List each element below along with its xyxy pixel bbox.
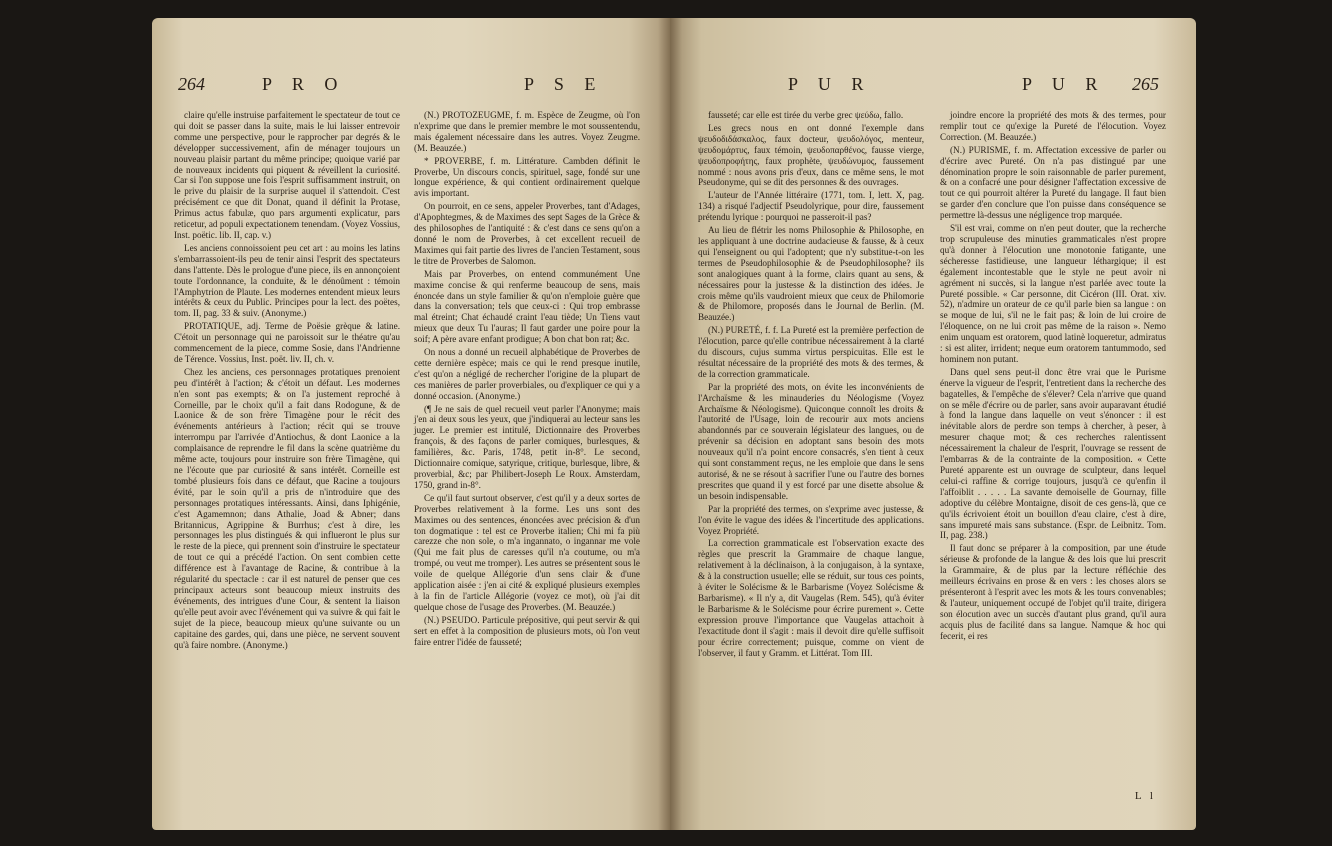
paragraph: Au lieu de flétrir les noms Philosophie & Philosophe, en les appliquant à une doctrine audacieuse & fausse, & à ceux qui l'enseignent ou qui l'adoptent; que n'y substitue-t-on les termes de Pseudophilosophie & de Pseudophilosophe? ils sont analogiques quant à la forme, clairs quant au sens, & nécessaires pour la justesse & la distinction des idées. Je crois même qu'ils vaudroient mieux que ceux de Philomorie & de Philomore, proposés dans le Journal de Berlin. (M. Beauzée.) <box>698 225 924 323</box>
paragraph: (N.) PURETÉ, f. f. La Pureté est la première perfection de l'élocution, parce qu'elle contribue nécessairement à la clarté du discours, cujus summa virtus perspicuitas. Elle est le résultat nécessaire de la propriété des mots & des termes, & de la correction grammaticale. <box>698 325 924 379</box>
paragraph: Dans quel sens peut-il donc être vrai que le Purisme énerve la vigueur de l'esprit, l'entretient dans la recherche des bagatelles, & l'empêche de s'élever? Cela n'arrive que quand on se mêle d'écrire ou de parler, sans avoir auparavant étudié à fond la langue dans laquelle on veut s'énoncer : il est inévitable alors de perdre son temps à chercher, à peser, à mesurer chaque mot; & ces recherches ralentissent nécessairement la chaleur de l'esprit, l'ouvrage se ressent de l'embarras & de la contrainte de la composition. « Cette Pureté apparente est un ouvrage de sculpteur, dans lequel celui-ci raffine & corrige toujours, jusqu'à ce qu'enfin il l'affoiblit . . . . . La savante demoiselle de Gournay, fille adoptive du célèbre Montaigne, disoit de ces gens-là, que ce qu'ils écrivoient étoit un bouillon d'eau claire, c'est à dire, sans impureté mais sans substance. (Espr. de Leibnitz. Tom. II, pag. 238.) <box>940 366 1166 541</box>
paragraph: L'auteur de l'Année littéraire (1771, tom. I, lett. X, pag. 134) a risqué l'adjectif Pseudolyrique, pour dire, faussement prétendu lyrique : pourquoi ne passeroit-il pas? <box>698 190 924 223</box>
left-page-header <box>152 68 670 98</box>
right-page-column-2 <box>940 110 1166 644</box>
paragraph: claire qu'elle instruise parfaitement le spectateur de tout ce qui doit se passer dans la suite, mais le lui laisser entrevoir comme une perspective, pour le rapprocher par degrés & le développer successivement, afin de ménager toujours un nouveau plaisir partant du même principe; quoique varié par de nouveaux incidents qui piquent & réveillent la curiosité. Car si l'on suppose une fois l'esprit suffisamment instruit, on le prive du plaisir de la surprise auquel il s'attendoit. C'est précisément ce que dit Donat, quand il définit la Protase, Primus actus fabulæ, quo pars argumenti explicatur, pars reticetur, ad populi expectationem tenendam. (Voyez Vossius, Inst. poëtic. lib. II, cap. v.) <box>174 110 400 240</box>
book-gutter <box>658 18 682 830</box>
paragraph: Les anciens connoissoient peu cet art : au moins les latins s'embarrassoient-ils peu de tenir ainsi l'esprit des spectateurs dans l'attente. Dès le prologue d'une piece, ils en annonçoient toute l'ordonnance, la conduite, & le dénoûment : témoin l'Amphytrion de Plaute. Les modernes entendent mieux leurs intérêts & ceux du Public. Principes pour la lect. des poëtes, tom. II, pag. 33 & suiv. (Anonyme.) <box>174 242 400 319</box>
paragraph: Par la propriété des mots, on évite les inconvénients de l'Archaïsme & les minauderies du Néologisme (Voyez Archaïsme & Néologisme). Quiconque connoît les droits & l'autorité de l'Usage, loin de recourir aux mots anciens abandonnés par ce souverain législateur des langues, ou de prévenir sa décision en adoptant sans besoin des mots nouveaux qu'il n'a point encore consacrés, s'en tient à ceux qui sont constamment reçus, ne les emploie que dans le sens autorisé, & ne se résout à sacrifier l'une ou l'autre des bornes prescrites que quand il y est forcé par une disette absolue & un besoin indispensable. <box>698 381 924 501</box>
paragraph: * PROVERBE, f. m. Littérature. Cambden définit le Proverbe, Un discours concis, spirituel, sage, fondé sur une longue expérience, & qui contient ordinairement quelque avis important. <box>414 155 640 199</box>
paragraph: Ce qu'il faut surtout observer, c'est qu'il y a deux sortes de Proverbes relativement à la forme. Les uns sont des Maximes ou des sentences, énoncées avec précision & d'un ton dogmatique : tel est ce Proverbe italien; Chi mi fa più carezze che non sole, o m'a ingannato, o ingannar me vole (Qui me fait plus de caresses qu'il n'a coutume, ou m'a trompé, ou veut me tromper). Les autres se présentent sous le voile de quelque Allégorie d'un sens clair & d'une application aisée : j'en ai cité & expliqué plusieurs exemples à la fin de l'article Allégorie (voyez ce mot), où j'ai dit quelque chose de l'usage des Proverbes. (M. Beauzée.) <box>414 492 640 612</box>
right-page-header <box>670 68 1196 98</box>
paragraph: Par la propriété des termes, on s'exprime avec justesse, & l'on évite le vague des idées & l'incertitude des applications. Voyez Propriété. <box>698 503 924 536</box>
right-page-column-1 <box>698 110 924 660</box>
paragraph: Mais par Proverbes, on entend communément Une maxime concise & qui renferme beaucoup de sens, mais énoncée dans un style familier & qu'on n'emploie guère que dans la conversation; tels que ceux-ci : Qui trop embrasse mal étreint; Chat échaudé craint l'eau tiède; Un Tiens vaut mieux que deux Tu l'auras; Il faut garder une poire pour la soif; A père avare enfant prodigue; A bon chat bon rat; &c. <box>414 268 640 345</box>
paragraph: La correction grammaticale est l'observation exacte des règles que prescrit la Grammaire de chaque langue, relativement à la déclinaison, à la conjugaison, à la syntaxe, & à la construction usuelle; elle se réduit, sur tous ces points, à éviter le Solécisme & le Barbarisme (Voyez Solécisme & Barbarisme). « Il n'y a, dit Vaugelas (Rem. 545), qu'à éviter le Barbarisme & le Solécisme pour écrire purement ». Cette expression prouve l'importance que Vaugelas attachoit à l'exactitude dont il s'agit : mais il devoit dire qu'elle suffisoit pour écrire correctement; puisque, comme on vient de l'observer, il faut y Gramm. et Littérat. Tom III. <box>698 538 924 658</box>
left-page-column-2 <box>414 110 640 650</box>
paragraph: PROTATIQUE, adj. Terme de Poësie grèque & latine. C'étoit un personnage qui ne paroissoit sur le théatre qu'au commencement de la piece, comme Sosie, dans l'Andrienne de Térence. Vossius, Inst. poët. liv. II, ch. v. <box>174 321 400 364</box>
running-head-right: P U R <box>1022 74 1106 94</box>
left-page-column-1 <box>174 110 400 652</box>
paragraph: S'il est vrai, comme on n'en peut douter, que la recherche trop scrupuleuse des minuties grammaticales n'est propre qu'à donner à l'élocution une monotonie fatigante, une sécheresse fastidieuse, une langueur léthargique; il est également incontestable que le style ne peut avoir ni agrément ni succès, si la langue n'est parlée avec toute la Pureté possible. « Car personne, dit Cicéron (III. Orat. xiv. 52), n'admire un orateur de ce qu'il parle bien sa langue : on se moque de lui, s'il ne le fait pas; & loin de lui croire de l'éloquence, on ne lui croit pas même de la raison ». Nemo enim unquam est oratorem, quod latinè loqueretur, admiratus : si est aliter, irrident; neque eum oratorem tantummodo, sed hominem non putant. <box>940 223 1166 364</box>
signature-mark: L l <box>1134 790 1156 802</box>
right-page <box>670 18 1196 830</box>
running-head-left: P R O <box>262 74 346 94</box>
paragraph: Il faut donc se préparer à la composition, par une étude sérieuse & profonde de la langue & des lois que lui prescrit la Grammaire, & de plus par la lecture réfléchie des meilleurs écrivains en prose & en vers : les choses alors se présenteront à l'esprit avec les mots & les tours convenables; & l'auteur, uniquement occupé de l'objet qu'il traite, dirigera son élocution avec un succès d'autant plus grand, qu'il aura acquis plus de facilité dans sa langue. Namque & hoc qui fecerit, ei res <box>940 543 1166 641</box>
paragraph: (¶ Je ne sais de quel recueil veut parler l'Anonyme; mais j'en ai deux sous les yeux, que j'indiquerai au lecteur sans les juger. Le premier est intitulé, Dictionnaire des Proverbes françois, & des façons de parler comiques, burlesques, & familières, &c. Paris, 1748, petit in-8°. Le second, Dictionnaire comique, satyrique, critique, burlesque, libre, & proverbial, &c; par Philibert-Joseph Le Roux. Amsterdam, 1750, grand in-8°. <box>414 403 640 490</box>
paragraph: Les grecs nous en ont donné l'exemple dans ψευδοδιδάσκαλος, faux docteur, ψευδολόγος, menteur, ψευδομάρτυς, faux témoin, ψευδοπαρθένος, fausse vierge, ψευδοπροφήτης, faux prophète, ψευδώνυμος, faussement nommé : nous avons pris d'eux, dans ce même sens, le mot Pseudonyme, qui se dit des personnes & des ouvrages. <box>698 122 924 188</box>
paragraph: joindre encore la propriété des mots & des termes, pour remplir tout ce qu'exige la Pureté de l'élocution. Voyez Correction. (M. Beauzée.) <box>940 110 1166 142</box>
paragraph: fausseté; car elle est tirée du verbe grec ψεύδω, fallo. <box>708 110 904 120</box>
left-page <box>152 18 670 830</box>
running-head-left: P U R <box>788 74 872 94</box>
running-head-right: P S E <box>524 74 604 94</box>
paragraph: On nous a donné un recueil alphabétique de Proverbes de cette dernière espèce; mais ce qui le rend presque inutile, c'est qu'on a négligé de rechercher l'origine de la plupart de ces manières de parler proverbiales, ou d'expliquer ce qui y a donné occasion. (Anonyme.) <box>414 347 640 401</box>
paragraph: On pourroit, en ce sens, appeler Proverbes, tant d'Adages, d'Apophtegmes, & de Maximes des sept Sages de la Grèce & des philosophes de l'antiquité : & c'est dans ce sens qu'on a donné le nom de Proverbes, à cet excellent recueil de Maximes qui fait partie des livres de l'ancien Testament, sous le titre de Proverbes de Salomon. <box>414 201 640 266</box>
paragraph: Chez les anciens, ces personnages protatiques prenoient peu d'intérêt à l'action; & c'étoit un défaut. Les modernes n'en sont pas exempts; & on l'a justement reproché à Corneille, par le choix qu'il a fait dans Rodogune, & de Laonice & de son frère Timagène pour le récit des événements antérieurs à l'action; récit qui se trouve interrompu par l'arrivée d'Antiochus, & dont Laonice a la complaisance de reprendre le fil dans la scène quatrième du même acte, toujours pour instruire son frère Timagène, qui ne l'écoute que par curiosité & sans intérêt. Corneille est tombé plusieurs fois dans ce défaut, que Racine a toujours évité, par le soin qu'il a pris de n'introduire que des personnages protatiques intéressants. Ainsi, dans Iphigénie, c'est Agamemnon; dans Athalie, Joad & Abner; dans Britannicus, Agrippine & Burrhus; c'est à dire, les personnages les plus distingués & qui influeront le plus sur le reste de la piece, qui prennent soin d'instruire le spectateur de tout ce qui a précédé l'action. On sent combien cette différence est à l'avantage de Racine, & contribue à la régularité du spectacle : car il est naturel de penser que ces principaux acteurs sont beaucoup mieux instruits des événements, des intrigues d'une Cour, & sentent la liaison qu'elle peut avoir avec l'événement qui va suivre & qui fait le sujet de la piece, beaucoup mieux qu'une suivante ou un capitaine des gardes, qui, dans une pièce, ne servent souvent qu'à faire nombre. (Anonyme.) <box>174 366 400 650</box>
page-number: 265 <box>1132 74 1159 94</box>
page-number: 264 <box>178 74 205 94</box>
paragraph: (N.) PSEUDO. Particule prépositive, qui peut servir & qui sert en effet à la composition de plusieurs mots, où l'on veut faire entrer l'idée de fausseté; <box>414 614 640 647</box>
paragraph: (N.) PURISME, f. m. Affectation excessive de parler ou d'écrire avec Pureté. On n'a pas distingué par une dénomination propre le soin raisonnable de parler purement, & on a confacré une pour désigner l'affectation excessive de tout ce qui pourroit altérer la Pureté du langage. Il faut bien se garder d'en conclure que l'on puisse dans conséquence se permettre là-dessus une négligence trop marquée. <box>940 144 1166 221</box>
paragraph: (N.) PROTOZEUGME, f. m. Espèce de Zeugme, où l'on n'exprime que dans le premier membre le mot soussentendu, mais également nécessaire dans les autres. Voyez Zeugme. (M. Beauzée.) <box>414 110 640 153</box>
